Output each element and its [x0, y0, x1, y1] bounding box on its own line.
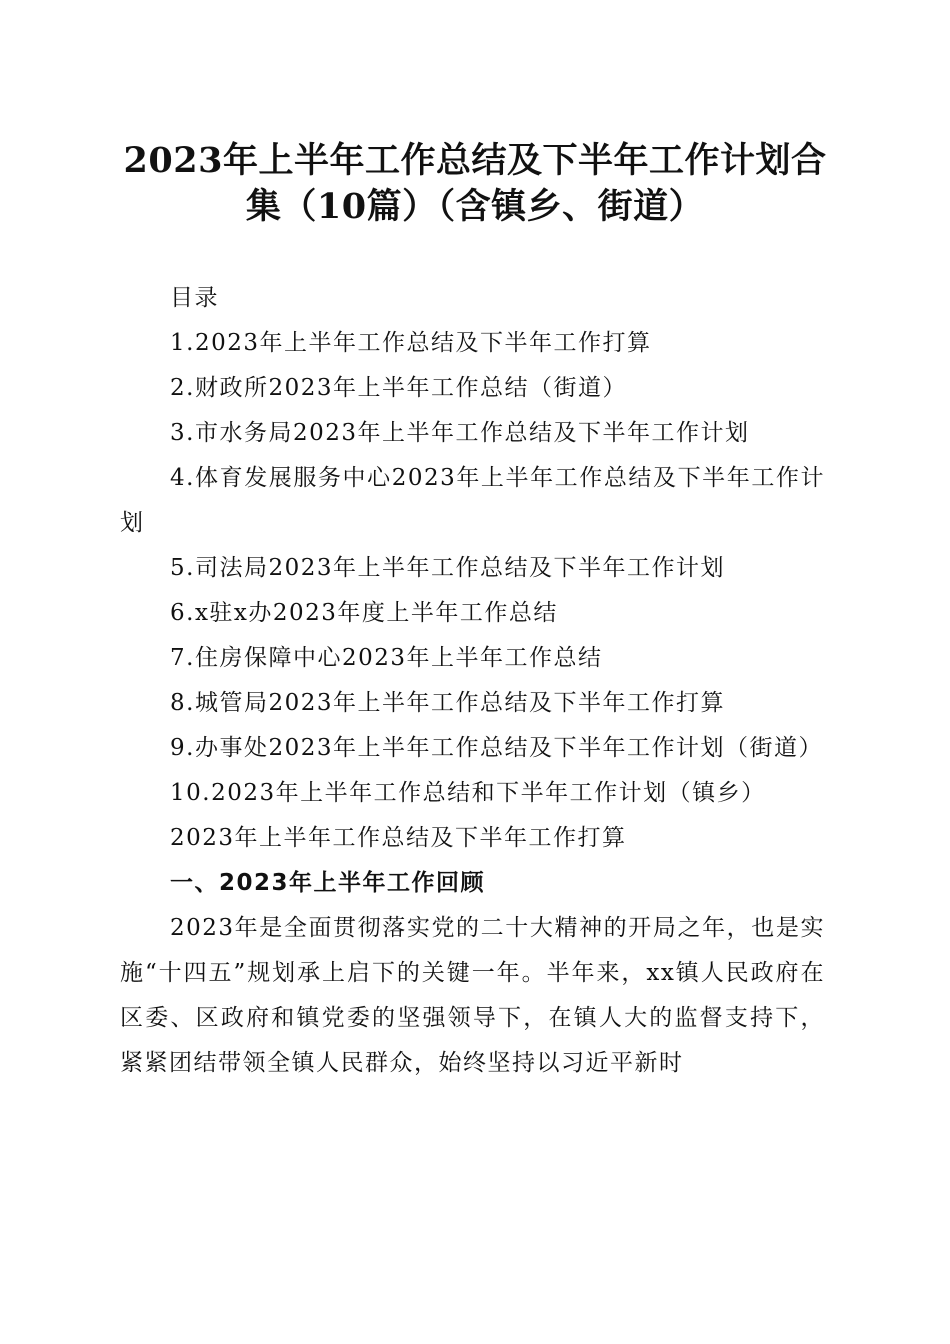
toc-item-5: 5.司法局2023年上半年工作总结及下半年工作计划 — [170, 555, 725, 581]
toc-heading: 目录 — [170, 285, 219, 311]
toc-item-1: 1.2023年上半年工作总结及下半年工作打算 — [170, 330, 652, 356]
document-title-line-2: 集（10篇）（含镇乡、街道） — [245, 186, 705, 227]
toc-item-4: 4.体育发展服务中心2023年上半年工作总结及下半年工作计划 — [120, 465, 825, 536]
toc-item-8: 8.城管局2023年上半年工作总结及下半年工作打算 — [170, 690, 725, 716]
section-title: 2023年上半年工作总结及下半年工作打算 — [170, 825, 627, 851]
body-paragraph: 2023年是全面贯彻落实党的二十大精神的开局之年，也是实施“十四五”规划承上启下的关键一年。半年来，xx镇人民政府在区委、区政府和镇党委的坚强领导下，在镇人大的监督支持下，紧紧团结带领全镇人民群众，始终坚持以习近平新时 — [120, 915, 825, 1076]
toc-item-9: 9.办事处2023年上半年工作总结及下半年工作计划（街道） — [170, 735, 823, 761]
document-title-line-1: 2023年上半年工作总结及下半年工作计划合 — [123, 140, 827, 181]
toc-item-2: 2.财政所2023年上半年工作总结（街道） — [170, 375, 627, 401]
document-body — [120, 276, 825, 1086]
document-title — [80, 138, 870, 230]
toc-item-6: 6.x驻x办2023年度上半年工作总结 — [170, 600, 558, 626]
toc-item-10: 10.2023年上半年工作总结和下半年工作计划（镇乡） — [170, 780, 766, 806]
toc-item-3: 3.市水务局2023年上半年工作总结及下半年工作计划 — [170, 420, 750, 446]
toc-item-7: 7.住房保障中心2023年上半年工作总结 — [170, 645, 603, 671]
section-heading: 一、2023年上半年工作回顾 — [170, 870, 486, 896]
